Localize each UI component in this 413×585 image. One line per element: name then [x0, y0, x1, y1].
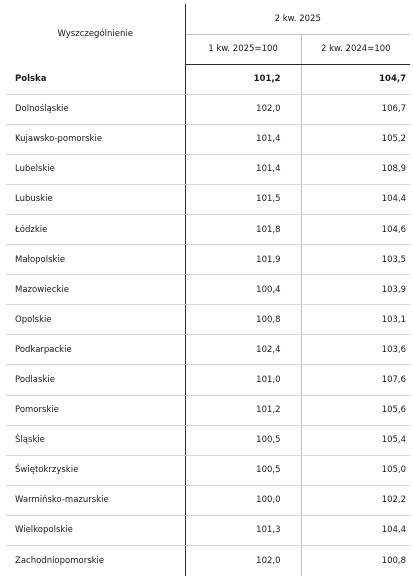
value-prev-quarter: 101,8	[185, 214, 301, 244]
value-prev-year: 100,8	[381, 555, 406, 566]
region-name: Warmińsko-mazurskie	[6, 485, 185, 515]
table-body	[6, 64, 410, 576]
value-prev-year: 107,6	[301, 365, 410, 395]
table-row	[6, 485, 410, 515]
value-prev-quarter: 101,0	[185, 365, 301, 395]
value-prev-quarter: 102,4	[185, 335, 301, 365]
value-prev-quarter: 101,2	[185, 64, 301, 94]
table-row	[6, 275, 410, 305]
value-prev-quarter: 100,4	[185, 275, 301, 305]
value-prev-year: 104,4	[301, 184, 410, 214]
table-row	[6, 245, 410, 275]
value-prev-quarter: 100,5	[185, 425, 301, 455]
region-name: Dolnośląskie	[6, 94, 185, 124]
table-row	[6, 94, 410, 124]
value-prev-year: 105,2	[301, 124, 410, 154]
region-name: Świętokrzyskie	[6, 455, 185, 485]
table-row	[6, 184, 410, 214]
value-prev-year: 104,7	[301, 64, 410, 94]
value-prev-quarter: 101,3	[185, 515, 301, 545]
value-prev-quarter: 101,5	[185, 184, 301, 214]
table-row	[6, 455, 410, 485]
table-row	[6, 64, 410, 94]
column-header-prev-quarter: 1 kw. 2025=100	[185, 34, 301, 64]
region-name: Łódzkie	[6, 214, 185, 244]
value-prev-year: 104,6	[301, 214, 410, 244]
region-name: Zachodniopomorskie	[6, 546, 185, 576]
table-row	[6, 154, 410, 184]
region-name: Wielkopolskie	[6, 515, 185, 545]
table-row	[6, 335, 410, 365]
value-prev-quarter: 100,5	[185, 455, 301, 485]
table-row	[6, 395, 410, 425]
value-prev-year: 105,4	[301, 425, 410, 455]
table-row	[6, 214, 410, 244]
region-name: Podkarpackie	[6, 335, 185, 365]
value-prev-quarter: 100,0	[185, 485, 301, 515]
data-table	[6, 4, 410, 576]
value-prev-quarter: 101,9	[185, 245, 301, 275]
value-prev-year: 105,6	[301, 395, 410, 425]
value-prev-year: 104,4	[301, 515, 410, 545]
label-column-header: Wyszczególnienie	[6, 4, 185, 64]
value-prev-quarter: 102,0	[185, 94, 301, 124]
value-prev-quarter: 101,2	[185, 395, 301, 425]
region-name: Lubelskie	[6, 154, 185, 184]
table-header	[6, 4, 410, 64]
value-prev-quarter: 100,8	[185, 305, 301, 335]
region-name: Kujawsko-pomorskie	[6, 124, 185, 154]
table-row	[6, 546, 410, 576]
table-row	[6, 365, 410, 395]
region-name: Lubuskie	[6, 184, 185, 214]
region-name: Mazowieckie	[6, 275, 185, 305]
value-prev-year: 103,6	[301, 335, 410, 365]
column-header-prev-year: 2 kw. 2024=100	[301, 34, 410, 64]
period-header: 2 kw. 2025	[274, 13, 321, 24]
value-prev-year: 103,9	[301, 275, 410, 305]
table-row	[6, 305, 410, 335]
region-name: Pomorskie	[6, 395, 185, 425]
region-name: Podlaskie	[6, 365, 185, 395]
region-name: Opolskie	[6, 305, 185, 335]
table-row	[6, 124, 410, 154]
value-prev-year: 103,5	[301, 245, 410, 275]
value-prev-quarter: 101,4	[185, 124, 301, 154]
value-prev-quarter: 102,0	[185, 546, 301, 576]
value-prev-year: 108,9	[301, 154, 410, 184]
value-prev-year: 102,2	[301, 485, 410, 515]
region-name: Małopolskie	[6, 245, 185, 275]
value-prev-quarter: 101,4	[185, 154, 301, 184]
value-prev-year: 103,1	[301, 305, 410, 335]
value-prev-year: 105,0	[301, 455, 410, 485]
region-name: Śląskie	[6, 425, 185, 455]
table-row	[6, 515, 410, 545]
table-row	[6, 425, 410, 455]
region-name: Polska	[6, 64, 185, 94]
value-prev-year: 106,7	[301, 94, 410, 124]
